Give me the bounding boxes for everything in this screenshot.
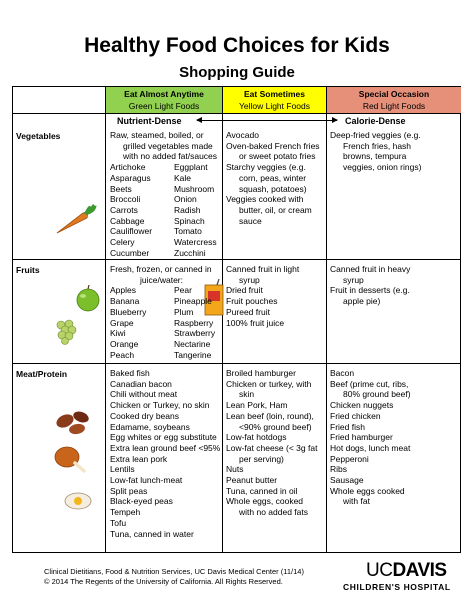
list-item: Cabbage xyxy=(110,215,145,226)
list-item: Fried fish xyxy=(330,421,365,432)
egg-icon xyxy=(63,491,93,511)
cell-vegetables-yellow xyxy=(226,130,320,226)
food-table xyxy=(12,86,461,553)
list-item: Cooked dry beans xyxy=(110,410,179,421)
list-item: Apples xyxy=(110,285,136,296)
ucdavis-logo xyxy=(366,560,447,582)
column-title: Eat Almost Anytime xyxy=(124,89,204,99)
column-subtitle: Green Light Foods xyxy=(128,101,200,111)
list-item: Canned fruit in light xyxy=(226,264,300,274)
list-item: Artichoke xyxy=(110,162,146,173)
list-item: <90% ground beef) xyxy=(239,421,312,432)
list-item: skin xyxy=(239,389,255,400)
list-item: Pureed fruit xyxy=(226,306,270,317)
list-item: Chicken or Turkey, no skin xyxy=(110,400,210,411)
list-item: Egg whites or egg substitute xyxy=(110,432,217,443)
list-item: Fruit in desserts (e.g. xyxy=(330,285,410,296)
list-item: Low-fat hotdogs xyxy=(226,432,287,443)
list-item: Dried fruit xyxy=(226,285,263,296)
list-item: 100% fruit juice xyxy=(226,317,285,328)
list-item: Strawberry xyxy=(174,328,216,339)
list-item: Plum xyxy=(174,306,194,317)
list-item: Tofu xyxy=(110,517,127,528)
list-item: Low-fat cheese (< 3g fat xyxy=(226,442,318,453)
list-item: Asparagus xyxy=(110,172,151,183)
text-line: Fresh, frozen, or canned in xyxy=(110,264,212,274)
cell-fruits-red xyxy=(330,264,410,307)
list-item: Tangerine xyxy=(174,349,212,360)
list-item: Avocado xyxy=(226,130,259,140)
list-item: Bacon xyxy=(330,368,355,378)
text-line: juice/water: xyxy=(140,274,183,285)
list-item: Tempeh xyxy=(110,507,141,518)
list-item: Canadian bacon xyxy=(110,378,172,389)
grapes-icon xyxy=(53,315,81,345)
column-title: Eat Sometimes xyxy=(244,89,305,99)
list-item: sauce xyxy=(239,215,262,226)
green-list-col1 xyxy=(110,285,174,360)
list-item: with fat xyxy=(343,496,370,507)
green-list-col2 xyxy=(174,285,215,360)
list-item: Low-fat lunch-meat xyxy=(110,475,183,486)
row-label-vegetables: Vegetables xyxy=(16,131,61,141)
list-item: Canned fruit in heavy xyxy=(330,264,411,274)
carrot-icon xyxy=(53,201,99,237)
list-item: Lentils xyxy=(110,464,135,475)
list-item: Veggies cooked with xyxy=(226,194,304,205)
beans-icon xyxy=(53,407,97,437)
cell-meat-red xyxy=(330,368,411,507)
row-label-meat: Meat/Protein xyxy=(16,369,68,379)
cell-fruits-yellow xyxy=(226,264,299,328)
green-intro xyxy=(110,130,217,162)
list-item: Edamame, soybeans xyxy=(110,421,190,432)
list-item: Fried hamburger xyxy=(330,432,393,443)
list-item: syrup xyxy=(239,274,260,285)
row-label-fruits: Fruits xyxy=(16,265,40,275)
list-item: Hot dogs, lunch meat xyxy=(330,442,411,453)
list-item: Orange xyxy=(110,338,139,349)
list-item: Baked fish xyxy=(110,368,150,378)
list-item: browns, tempura xyxy=(343,151,407,162)
list-item: Radish xyxy=(174,204,201,215)
list-item: Watercress xyxy=(174,237,217,248)
list-item: Spinach xyxy=(174,215,205,226)
list-item: Beets xyxy=(110,183,132,194)
apple-icon xyxy=(73,283,103,313)
list-item: Chicken nuggets xyxy=(330,400,394,411)
page-subtitle: Shopping Guide xyxy=(179,64,295,81)
list-item: Tuna, canned in water xyxy=(110,528,194,539)
density-arrow xyxy=(197,120,337,121)
cell-vegetables-green xyxy=(110,130,217,258)
list-item: apple pie) xyxy=(343,296,381,307)
list-item: Oven-baked French fries xyxy=(226,140,320,151)
childrens-hospital-logo: CHILDREN'S HOSPITAL xyxy=(343,582,451,592)
list-item: Cauliflower xyxy=(110,226,153,237)
column-title: Special Occasion xyxy=(358,89,430,99)
list-item: Ribs xyxy=(330,464,348,475)
calorie-dense-label: Calorie-Dense xyxy=(345,116,406,126)
chicken-leg-icon xyxy=(53,443,89,475)
list-item: Split peas xyxy=(110,485,148,496)
column-subtitle: Red Light Foods xyxy=(362,101,426,111)
logo-uc: UC xyxy=(366,560,393,581)
list-item: Grape xyxy=(110,317,134,328)
text-line: with no added fat/sauces xyxy=(123,151,218,162)
text-line: grilled vegetables made xyxy=(123,140,213,151)
list-item: Zucchini xyxy=(174,247,206,258)
list-item: Tomato xyxy=(174,226,202,237)
list-item: with no added fats xyxy=(239,507,308,518)
list-item: 80% ground beef) xyxy=(343,389,411,400)
list-item: Sausage xyxy=(330,475,364,486)
list-item: Black-eyed peas xyxy=(110,496,173,507)
list-item: Tuna, canned in oil xyxy=(226,485,298,496)
footer-line: © 2014 The Regents of the University of California. All Rights Reserved. xyxy=(44,577,283,586)
text-line: Raw, steamed, boiled, or xyxy=(110,130,204,140)
list-item: or sweet potato fries xyxy=(239,151,316,162)
green-list-col2 xyxy=(174,162,217,258)
cell-meat-green xyxy=(110,368,220,539)
list-item: Broiled hamburger xyxy=(226,368,296,378)
list-item: Lean Pork, Ham xyxy=(226,400,288,411)
list-item: Broccoli xyxy=(110,194,141,205)
cell-vegetables-red xyxy=(330,130,421,173)
list-item: Banana xyxy=(110,296,140,307)
list-item: butter, oil, or cream xyxy=(239,204,312,215)
list-item: Carrots xyxy=(110,204,138,215)
list-item: Peanut butter xyxy=(226,475,278,486)
footer-credits xyxy=(44,567,304,587)
list-item: Blueberry xyxy=(110,306,147,317)
list-item: Nuts xyxy=(226,464,244,475)
list-item: veggies, onion rings) xyxy=(343,162,422,173)
list-item: corn, peas, winter xyxy=(239,172,307,183)
list-item: Extra lean ground beef <95% xyxy=(110,442,221,453)
column-header-red xyxy=(327,87,461,113)
logo-davis: DAVIS xyxy=(392,560,447,581)
list-item: Mushroom xyxy=(174,183,215,194)
list-item: Cucumber xyxy=(110,247,150,258)
cell-meat-yellow xyxy=(226,368,317,518)
list-item: Pineapple xyxy=(174,296,212,307)
column-subtitle: Yellow Light Foods xyxy=(238,101,311,111)
list-item: Starchy veggies (e.g. xyxy=(226,162,306,173)
list-item: French fries, hash xyxy=(343,140,412,151)
list-item: Celery xyxy=(110,237,135,248)
list-item: syrup xyxy=(343,274,364,285)
list-item: Pepperoni xyxy=(330,453,369,464)
list-item: Chicken or turkey, with xyxy=(226,378,312,389)
list-item: Onion xyxy=(174,194,197,205)
list-item: Eggplant xyxy=(174,162,208,173)
page-title: Healthy Food Choices for Kids xyxy=(84,34,390,57)
list-item: Whole eggs cooked xyxy=(330,485,405,496)
cell-fruits-green xyxy=(110,264,215,360)
list-item: Fried chicken xyxy=(330,410,381,421)
column-header-green xyxy=(106,87,222,113)
list-item: Nectarine xyxy=(174,338,211,349)
list-item: Whole eggs, cooked xyxy=(226,496,304,507)
list-item: Lean beef (loin, round), xyxy=(226,410,314,421)
list-item: Kale xyxy=(174,172,192,183)
column-header-yellow xyxy=(223,87,326,113)
list-item: squash, potatoes) xyxy=(239,183,307,194)
list-item: Pear xyxy=(174,285,192,296)
nutrient-dense-label: Nutrient-Dense xyxy=(117,116,182,126)
list-item: Deep-fried veggies (e.g. xyxy=(330,130,421,140)
list-item: per serving) xyxy=(239,453,284,464)
list-item: Fruit pouches xyxy=(226,296,278,307)
footer-line: Clinical Dietitians, Food & Nutrition Services, UC Davis Medical Center (11/14) xyxy=(44,567,304,576)
list-item: Extra lean pork xyxy=(110,453,168,464)
list-item: Beef (prime cut, ribs, xyxy=(330,378,409,389)
list-item: Chili without meat xyxy=(110,389,178,400)
list-item: Kiwi xyxy=(110,328,126,339)
list-item: Peach xyxy=(110,349,135,360)
list-item: Raspberry xyxy=(174,317,214,328)
green-list-col1 xyxy=(110,162,174,258)
